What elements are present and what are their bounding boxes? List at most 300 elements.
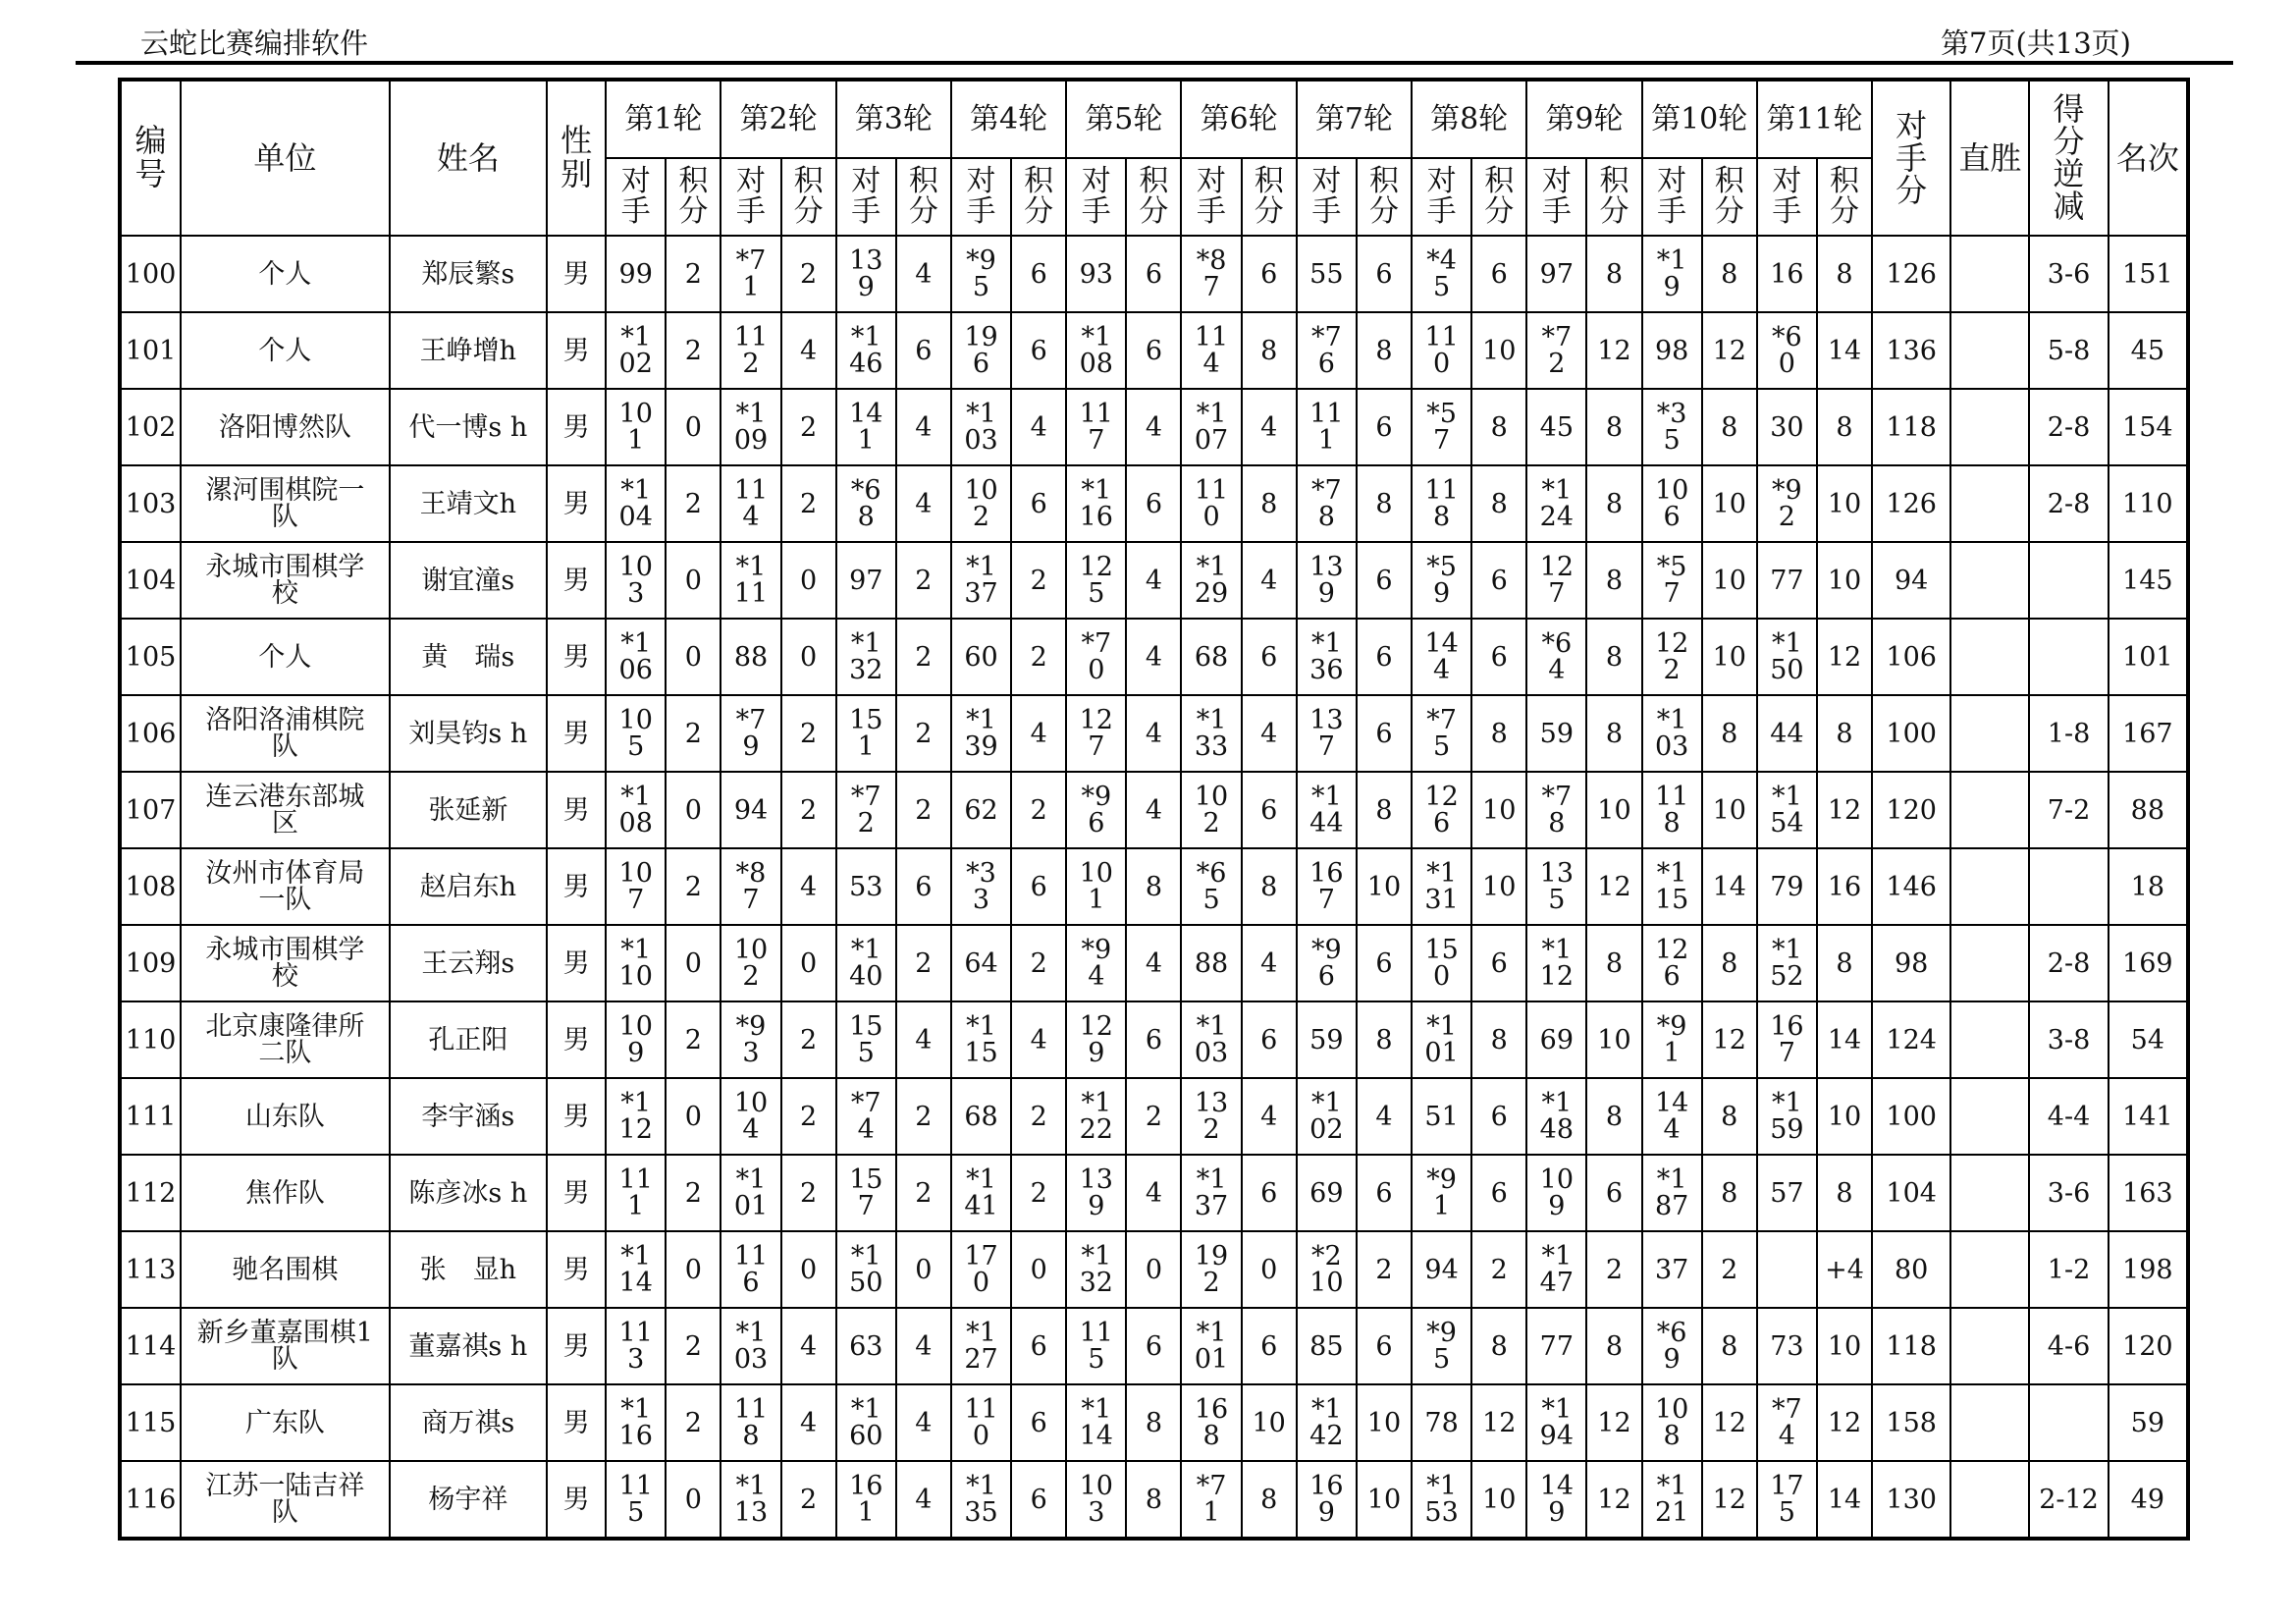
round-opponent-text: 68 <box>1194 641 1229 673</box>
round-opponent <box>951 1231 1011 1308</box>
round-score: 2 <box>666 1384 721 1461</box>
round-score: 6 <box>1126 312 1181 389</box>
player-gender: 男 <box>547 236 606 312</box>
round-opponent-text: *116 <box>618 1394 653 1451</box>
round-opponent-text: *142 <box>1309 1394 1344 1451</box>
round-opponent-text: 115 <box>1079 1318 1113 1375</box>
round-score: 0 <box>781 925 836 1001</box>
round-score: 2 <box>666 1001 721 1078</box>
round-opponent-text: *78 <box>1541 782 1573 839</box>
round-score: 4 <box>1011 695 1066 772</box>
round-opponent <box>836 1461 896 1539</box>
round-opponent <box>1526 1078 1586 1155</box>
round-opponent <box>1526 695 1586 772</box>
round-opponent <box>1181 389 1241 465</box>
col-header-opp-score-label: 对手分 <box>1896 106 1928 209</box>
round-header-5: 第5轮 <box>1066 80 1181 158</box>
round-opponent-text: 114 <box>733 475 769 532</box>
round-score: 10 <box>1702 542 1757 619</box>
player-name: 董嘉祺s h <box>390 1308 547 1384</box>
round-opponent <box>951 925 1011 1001</box>
round-opponent-text: *115 <box>964 1011 998 1068</box>
opp-subheader-label: 对手 <box>1197 163 1227 230</box>
round-opponent-text: 101 <box>618 399 653 456</box>
round-opponent-text: 110 <box>1424 322 1459 379</box>
round-opponent-text: *109 <box>733 399 769 456</box>
round-score: 8 <box>1817 236 1872 312</box>
round-score: 12 <box>1817 619 1872 695</box>
round-opponent-text: *112 <box>618 1088 653 1145</box>
round-score: 8 <box>1471 1001 1526 1078</box>
round-score: 4 <box>781 312 836 389</box>
round-opponent <box>1297 772 1357 848</box>
round-opponent <box>836 1384 896 1461</box>
round-score: 8 <box>1126 848 1181 925</box>
opp-score: 126 <box>1872 236 1950 312</box>
player-id: 108 <box>120 848 181 925</box>
round-opponent-text: 118 <box>1424 475 1459 532</box>
player-unit <box>181 925 390 1001</box>
player-id: 106 <box>120 695 181 772</box>
round-opponent-text: *95 <box>1426 1318 1457 1375</box>
round-score: 2 <box>666 695 721 772</box>
round-opponent-text: *147 <box>1539 1241 1575 1298</box>
round-opponent <box>1757 1155 1817 1231</box>
direct-win <box>1950 925 2029 1001</box>
rank: 88 <box>2109 772 2188 848</box>
round-score: 0 <box>1242 1231 1297 1308</box>
player-gender: 男 <box>547 1384 606 1461</box>
round-score: 16 <box>1817 848 1872 925</box>
score-subheader-label: 积分 <box>678 163 709 230</box>
rank: 18 <box>2109 848 2188 925</box>
opp-score: 136 <box>1872 312 1950 389</box>
round-opponent-text: 135 <box>1539 858 1575 915</box>
round-opponent <box>836 542 896 619</box>
round-opponent <box>606 1384 666 1461</box>
round-opponent <box>1757 619 1817 695</box>
direct-win <box>1950 312 2029 389</box>
round-score: 4 <box>1126 389 1181 465</box>
round-score: 2 <box>781 1461 836 1539</box>
round-score: 2 <box>666 1308 721 1384</box>
score-subheader-label: 积分 <box>1024 163 1054 230</box>
round-opponent <box>836 389 896 465</box>
score-subheader-label: 积分 <box>793 163 824 230</box>
score-subheader <box>1471 158 1526 236</box>
round-opponent-text: *153 <box>1424 1471 1459 1528</box>
round-opponent <box>1412 465 1471 542</box>
player-unit-text: 山东队 <box>244 1101 325 1132</box>
opp-subheader-label: 对手 <box>1311 163 1342 230</box>
round-score: 6 <box>1126 1308 1181 1384</box>
opp-subheader-label: 对手 <box>620 163 651 230</box>
score-subheader-label: 积分 <box>1714 163 1744 230</box>
round-score: 8 <box>1242 312 1297 389</box>
round-opponent <box>1757 1078 1817 1155</box>
round-opponent <box>1297 312 1357 389</box>
round-opponent <box>1757 695 1817 772</box>
round-opponent-text: 196 <box>964 322 998 379</box>
round-opponent <box>836 1155 896 1231</box>
round-opponent <box>1642 542 1702 619</box>
round-score: 10 <box>1817 1308 1872 1384</box>
round-opponent-text: 106 <box>1654 475 1689 532</box>
round-opponent <box>1757 1231 1817 1308</box>
round-opponent <box>606 619 666 695</box>
round-score: 2 <box>781 389 836 465</box>
round-opponent-text: *45 <box>1426 245 1457 302</box>
round-opponent <box>1412 542 1471 619</box>
round-opponent <box>836 312 896 389</box>
round-score: 12 <box>1586 312 1641 389</box>
round-score: 2 <box>1702 1231 1757 1308</box>
opp-score: 146 <box>1872 848 1950 925</box>
round-opponent <box>836 1231 896 1308</box>
round-opponent-text: 77 <box>1539 1330 1575 1362</box>
round-opponent-text: *114 <box>1079 1394 1113 1451</box>
table-row <box>120 772 2188 848</box>
round-opponent-text: *96 <box>1310 935 1342 992</box>
round-score: 6 <box>1471 236 1526 312</box>
round-opponent-text: *194 <box>1539 1394 1575 1451</box>
round-opponent-text: *74 <box>850 1088 881 1145</box>
round-opponent-text: 77 <box>1770 565 1804 596</box>
round-opponent <box>1412 848 1471 925</box>
round-opponent <box>1642 848 1702 925</box>
round-score: 4 <box>1126 772 1181 848</box>
round-score: 6 <box>1586 1155 1641 1231</box>
round-score: 8 <box>1586 1308 1641 1384</box>
round-opponent <box>1757 925 1817 1001</box>
round-score: 6 <box>1126 1001 1181 1078</box>
rank: 59 <box>2109 1384 2188 1461</box>
player-gender: 男 <box>547 1155 606 1231</box>
round-opponent-text: *160 <box>849 1394 883 1451</box>
round-opponent <box>606 925 666 1001</box>
round-opponent-text: 57 <box>1770 1177 1804 1209</box>
round-opponent-text: 129 <box>1079 1011 1113 1068</box>
round-opponent <box>1181 695 1241 772</box>
round-opponent-text: *154 <box>1770 782 1804 839</box>
round-opponent-text: 110 <box>964 1394 998 1451</box>
round-score: 2 <box>1011 925 1066 1001</box>
round-score: 6 <box>1357 619 1412 695</box>
round-score: 6 <box>1011 848 1066 925</box>
round-opponent <box>951 848 1011 925</box>
round-opponent-text: *70 <box>1081 628 1112 685</box>
round-score: 10 <box>1471 848 1526 925</box>
player-name: 张 显h <box>390 1231 547 1308</box>
round-opponent-text: *101 <box>1194 1318 1229 1375</box>
round-opponent-text: *68 <box>850 475 881 532</box>
player-name: 孔正阳 <box>390 1001 547 1078</box>
round-score: 8 <box>1702 1078 1757 1155</box>
round-score: 12 <box>1586 1384 1641 1461</box>
round-opponent <box>1642 1308 1702 1384</box>
player-name: 杨宇祥 <box>390 1461 547 1539</box>
round-score: 6 <box>1242 236 1297 312</box>
player-unit-text: 永城市围棋学校 <box>205 935 365 992</box>
opp-subheader <box>1412 158 1471 236</box>
round-opponent <box>1066 1231 1126 1308</box>
table-row <box>120 695 2188 772</box>
round-opponent-text: 103 <box>618 552 653 609</box>
col-header-diff-label: 得分逆减 <box>2053 90 2085 225</box>
round-opponent-text: *95 <box>966 245 996 302</box>
col-header-name: 姓名 <box>390 80 547 236</box>
round-opponent-text: 94 <box>1424 1254 1459 1285</box>
score-diff <box>2029 848 2108 925</box>
opp-subheader <box>1066 158 1126 236</box>
round-opponent-text: 157 <box>849 1164 883 1221</box>
round-score: 2 <box>896 772 951 848</box>
round-opponent <box>1297 236 1357 312</box>
round-opponent-text: 144 <box>1424 628 1459 685</box>
round-score: 4 <box>1242 389 1297 465</box>
round-opponent-text: *57 <box>1426 399 1457 456</box>
round-opponent-text: *19 <box>1656 245 1687 302</box>
score-subheader <box>1357 158 1412 236</box>
round-opponent-text: *152 <box>1770 935 1804 992</box>
page-indicator: 第7页(共13页) <box>1941 27 2131 60</box>
round-opponent-text: 103 <box>1079 1471 1113 1528</box>
score-diff <box>2029 1384 2108 1461</box>
round-score: 8 <box>1357 1001 1412 1078</box>
round-opponent-text: 88 <box>733 641 769 673</box>
pairing-table <box>118 78 2190 1541</box>
round-score: 8 <box>1471 465 1526 542</box>
round-opponent <box>1526 1308 1586 1384</box>
round-opponent <box>1757 542 1817 619</box>
round-score: 8 <box>1586 542 1641 619</box>
round-score: 2 <box>1011 1155 1066 1231</box>
opp-subheader-label: 对手 <box>966 163 996 230</box>
col-header-unit: 单位 <box>181 80 390 236</box>
round-opponent-text: *101 <box>1424 1011 1459 1068</box>
round-opponent-text: 94 <box>733 794 769 826</box>
score-subheader-label: 积分 <box>1484 163 1515 230</box>
player-unit-text: 新乡董嘉围棋1队 <box>196 1318 373 1375</box>
opp-subheader-label: 对手 <box>1541 163 1572 230</box>
opp-score: 94 <box>1872 542 1950 619</box>
round-opponent <box>1412 312 1471 389</box>
score-subheader-label: 积分 <box>908 163 938 230</box>
round-score: 0 <box>1011 1231 1066 1308</box>
round-opponent <box>1642 695 1702 772</box>
col-header-gender <box>547 80 606 236</box>
round-score: 4 <box>1011 389 1066 465</box>
round-opponent-text: 111 <box>618 1164 653 1221</box>
player-gender: 男 <box>547 925 606 1001</box>
opp-score: 120 <box>1872 772 1950 848</box>
player-id: 102 <box>120 389 181 465</box>
round-score: 8 <box>1817 695 1872 772</box>
table-row <box>120 1308 2188 1384</box>
opp-subheader <box>606 158 666 236</box>
round-opponent-text: *91 <box>1426 1164 1457 1221</box>
round-header-1: 第1轮 <box>606 80 721 158</box>
round-opponent <box>606 465 666 542</box>
round-header-3: 第3轮 <box>836 80 951 158</box>
rank: 141 <box>2109 1078 2188 1155</box>
score-diff: 2-12 <box>2029 1461 2108 1539</box>
round-opponent <box>1526 1001 1586 1078</box>
round-score: 4 <box>781 1384 836 1461</box>
round-score: 8 <box>1817 1155 1872 1231</box>
round-opponent <box>606 389 666 465</box>
round-opponent <box>1526 389 1586 465</box>
round-score: 0 <box>666 1078 721 1155</box>
round-header-2: 第2轮 <box>721 80 835 158</box>
player-gender: 男 <box>547 772 606 848</box>
round-opponent <box>1181 312 1241 389</box>
round-score: 2 <box>781 1001 836 1078</box>
round-score: 6 <box>1471 619 1526 695</box>
round-opponent-text: 73 <box>1770 1330 1804 1362</box>
round-opponent-text: 118 <box>1654 782 1689 839</box>
round-score: 8 <box>1357 465 1412 542</box>
round-score: 8 <box>1126 1461 1181 1539</box>
round-opponent-text: *144 <box>1309 782 1344 839</box>
header-row-rounds <box>120 80 2188 158</box>
round-score: 0 <box>666 619 721 695</box>
player-id: 116 <box>120 1461 181 1539</box>
round-opponent-text: *111 <box>733 552 769 609</box>
software-title: 云蛇比赛编排软件 <box>140 27 369 60</box>
round-opponent-text: *74 <box>1772 1394 1802 1451</box>
round-opponent-text: *150 <box>849 1241 883 1298</box>
round-opponent <box>951 1155 1011 1231</box>
round-opponent <box>606 236 666 312</box>
col-header-id-label: 编号 <box>134 122 167 192</box>
round-score: 2 <box>666 465 721 542</box>
score-diff: 1-2 <box>2029 1231 2108 1308</box>
round-score: 6 <box>1357 1155 1412 1231</box>
round-score: 4 <box>781 1308 836 1384</box>
round-opponent <box>836 925 896 1001</box>
round-opponent <box>1526 1231 1586 1308</box>
round-opponent-text: *135 <box>964 1471 998 1528</box>
round-opponent-text: 126 <box>1654 935 1689 992</box>
opp-score: 158 <box>1872 1384 1950 1461</box>
round-opponent <box>1181 772 1241 848</box>
round-opponent <box>1297 1231 1357 1308</box>
round-score: 10 <box>1357 1384 1412 1461</box>
round-opponent <box>1642 1461 1702 1539</box>
round-score: 2 <box>666 1155 721 1231</box>
score-subheader <box>1702 158 1757 236</box>
player-name: 代一博s h <box>390 389 547 465</box>
round-opponent <box>721 312 780 389</box>
player-id: 112 <box>120 1155 181 1231</box>
round-opponent <box>1297 695 1357 772</box>
round-opponent <box>721 772 780 848</box>
table-row <box>120 1078 2188 1155</box>
round-opponent <box>951 1001 1011 1078</box>
round-score: 6 <box>1126 465 1181 542</box>
round-score: 6 <box>1011 1308 1066 1384</box>
round-opponent <box>1066 695 1126 772</box>
player-gender: 男 <box>547 1078 606 1155</box>
round-score: 2 <box>896 925 951 1001</box>
round-score: 10 <box>1242 1384 1297 1461</box>
round-opponent-text: 155 <box>849 1011 883 1068</box>
round-opponent-text: 116 <box>733 1241 769 1298</box>
player-unit-text: 个人 <box>258 258 312 290</box>
round-score: 2 <box>781 695 836 772</box>
round-opponent-text: *132 <box>849 628 883 685</box>
round-score: 8 <box>1702 389 1757 465</box>
direct-win <box>1950 772 2029 848</box>
round-opponent-text: 101 <box>1079 858 1113 915</box>
round-opponent-text: 64 <box>964 947 998 979</box>
player-unit <box>181 848 390 925</box>
opp-score: 104 <box>1872 1155 1950 1231</box>
round-opponent-text: *93 <box>735 1011 767 1068</box>
round-score: 8 <box>1702 236 1757 312</box>
player-name: 刘昊钧s h <box>390 695 547 772</box>
round-opponent <box>1412 389 1471 465</box>
round-opponent-text: 63 <box>849 1330 883 1362</box>
player-gender: 男 <box>547 619 606 695</box>
round-opponent <box>1412 236 1471 312</box>
score-diff: 5-8 <box>2029 312 2108 389</box>
round-opponent <box>1757 1308 1817 1384</box>
round-opponent <box>1526 1384 1586 1461</box>
round-opponent <box>606 695 666 772</box>
round-opponent <box>606 1308 666 1384</box>
round-score: 0 <box>666 1461 721 1539</box>
table-row <box>120 465 2188 542</box>
round-opponent-text: *121 <box>1654 1471 1689 1528</box>
round-opponent-text: *59 <box>1426 552 1457 609</box>
rank: 169 <box>2109 925 2188 1001</box>
round-score: 10 <box>1817 542 1872 619</box>
player-unit-text: 洛阳博然队 <box>218 411 351 443</box>
round-opponent-text: *35 <box>1656 399 1687 456</box>
round-opponent-text: *79 <box>735 705 767 762</box>
round-score: 8 <box>1357 772 1412 848</box>
round-score: 0 <box>896 1231 951 1308</box>
round-score: 14 <box>1817 1461 1872 1539</box>
player-unit-text: 广东队 <box>244 1407 325 1438</box>
rank: 198 <box>2109 1231 2188 1308</box>
round-score: 6 <box>1471 1078 1526 1155</box>
round-opponent-text: 102 <box>733 935 769 992</box>
player-name: 王云翔s <box>390 925 547 1001</box>
round-opponent <box>1181 542 1241 619</box>
round-opponent-text: *87 <box>735 858 767 915</box>
player-gender: 男 <box>547 695 606 772</box>
round-score: 6 <box>1357 542 1412 619</box>
player-gender: 男 <box>547 389 606 465</box>
player-unit-text: 永城市围棋学校 <box>205 552 365 609</box>
opp-score: 100 <box>1872 1078 1950 1155</box>
round-opponent-text: *92 <box>1772 475 1802 532</box>
player-unit <box>181 542 390 619</box>
round-opponent-text: *124 <box>1539 475 1575 532</box>
round-opponent <box>1642 1078 1702 1155</box>
direct-win <box>1950 1078 2029 1155</box>
round-opponent-text: 117 <box>1079 399 1113 456</box>
opp-subheader <box>1642 158 1702 236</box>
round-score: 0 <box>666 1231 721 1308</box>
round-score: 8 <box>1586 465 1641 542</box>
round-score: 14 <box>1817 312 1872 389</box>
round-score: 12 <box>1817 1384 1872 1461</box>
round-score: 14 <box>1817 1001 1872 1078</box>
